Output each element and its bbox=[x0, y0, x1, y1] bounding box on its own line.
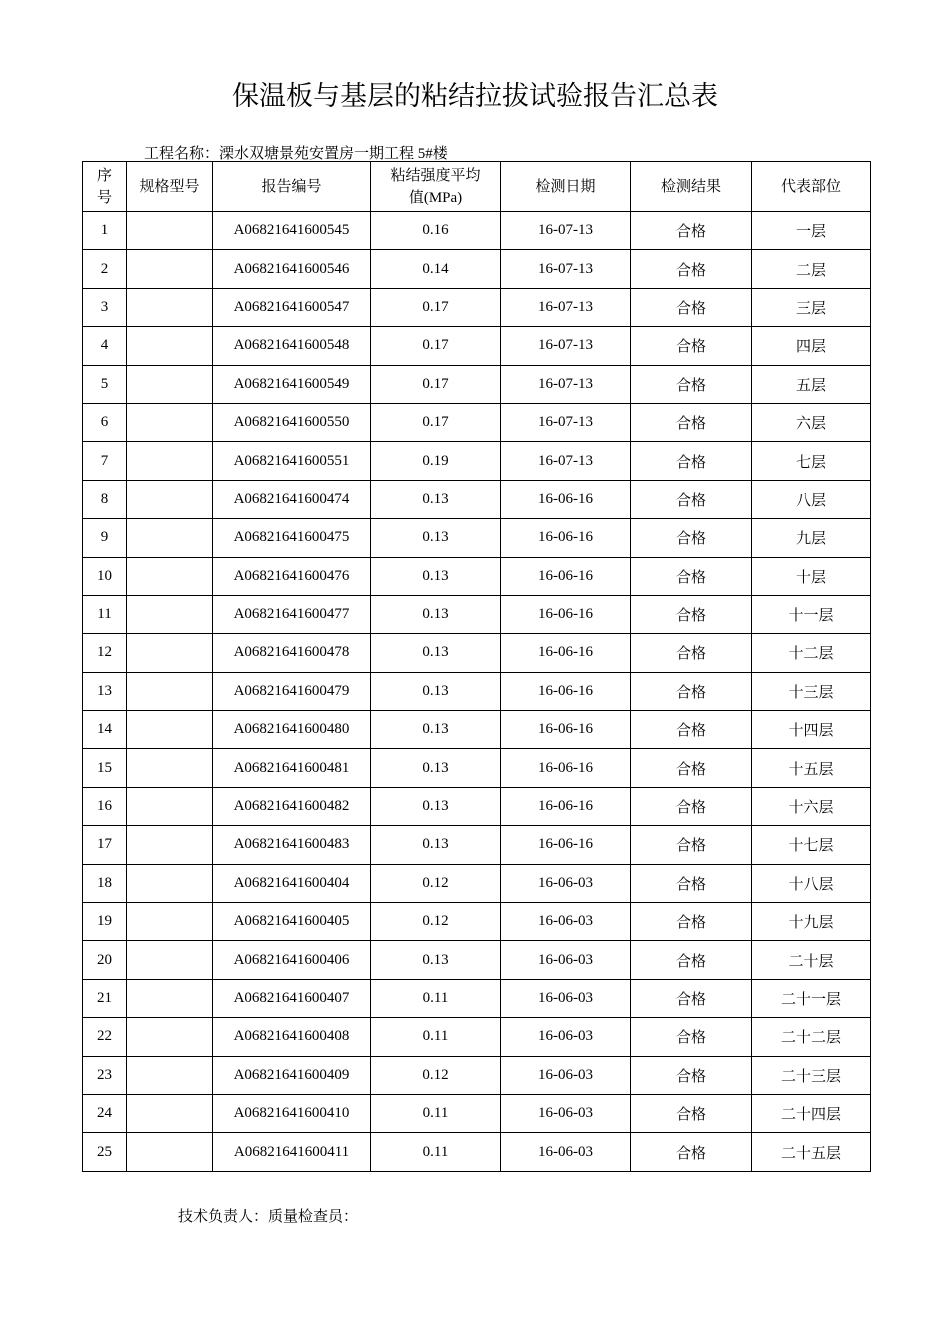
header-strength-line1: 粘结强度平均 bbox=[390, 167, 481, 184]
cell-seq: 19 bbox=[83, 903, 127, 941]
cell-seq: 10 bbox=[83, 557, 127, 595]
cell-seq: 22 bbox=[83, 1018, 127, 1056]
table-row bbox=[83, 749, 871, 787]
cell-result: 合格 bbox=[631, 787, 752, 825]
cell-spec bbox=[127, 903, 213, 941]
cell-report-no: A06821641600474 bbox=[213, 480, 371, 518]
cell-strength: 0.11 bbox=[371, 1094, 501, 1132]
cell-result: 合格 bbox=[631, 1056, 752, 1094]
cell-result: 合格 bbox=[631, 212, 752, 250]
cell-result: 合格 bbox=[631, 327, 752, 365]
cell-result: 合格 bbox=[631, 288, 752, 326]
cell-seq: 16 bbox=[83, 787, 127, 825]
table-row bbox=[83, 557, 871, 595]
table-row bbox=[83, 1056, 871, 1094]
cell-strength: 0.11 bbox=[371, 1133, 501, 1171]
cell-result: 合格 bbox=[631, 595, 752, 633]
table-row bbox=[83, 365, 871, 403]
cell-location: 八层 bbox=[752, 480, 871, 518]
cell-seq: 20 bbox=[83, 941, 127, 979]
table-row bbox=[83, 403, 871, 441]
cell-date: 16-06-16 bbox=[501, 480, 631, 518]
cell-seq: 23 bbox=[83, 1056, 127, 1094]
cell-strength: 0.17 bbox=[371, 327, 501, 365]
cell-spec bbox=[127, 634, 213, 672]
cell-date: 16-06-16 bbox=[501, 672, 631, 710]
cell-date: 16-06-03 bbox=[501, 1018, 631, 1056]
cell-strength: 0.13 bbox=[371, 826, 501, 864]
table-row bbox=[83, 288, 871, 326]
cell-spec bbox=[127, 787, 213, 825]
cell-spec bbox=[127, 1094, 213, 1132]
cell-spec bbox=[127, 711, 213, 749]
cell-spec bbox=[127, 212, 213, 250]
header-seq-line1: 序 bbox=[96, 167, 112, 184]
cell-seq: 2 bbox=[83, 250, 127, 288]
table-row bbox=[83, 519, 871, 557]
table-row bbox=[83, 212, 871, 250]
cell-location: 二十层 bbox=[752, 941, 871, 979]
cell-location: 一层 bbox=[752, 212, 871, 250]
cell-location: 十五层 bbox=[752, 749, 871, 787]
cell-spec bbox=[127, 442, 213, 480]
header-seq bbox=[83, 162, 127, 212]
cell-seq: 13 bbox=[83, 672, 127, 710]
cell-date: 16-06-16 bbox=[501, 519, 631, 557]
cell-location: 六层 bbox=[752, 403, 871, 441]
cell-spec bbox=[127, 480, 213, 518]
cell-date: 16-06-16 bbox=[501, 711, 631, 749]
cell-date: 16-06-03 bbox=[501, 979, 631, 1017]
cell-spec bbox=[127, 365, 213, 403]
cell-date: 16-07-13 bbox=[501, 288, 631, 326]
cell-strength: 0.13 bbox=[371, 787, 501, 825]
cell-result: 合格 bbox=[631, 749, 752, 787]
cell-location: 十八层 bbox=[752, 864, 871, 902]
cell-result: 合格 bbox=[631, 250, 752, 288]
cell-report-no: A06821641600408 bbox=[213, 1018, 371, 1056]
header-strength-line2: 值(MPa) bbox=[408, 189, 463, 206]
cell-report-no: A06821641600478 bbox=[213, 634, 371, 672]
cell-date: 16-06-03 bbox=[501, 1133, 631, 1171]
table-header-row bbox=[83, 162, 871, 212]
cell-report-no: A06821641600407 bbox=[213, 979, 371, 1017]
cell-result: 合格 bbox=[631, 480, 752, 518]
footer-signatures: 技术负责人：质量检查员： bbox=[178, 1209, 359, 1225]
cell-seq: 14 bbox=[83, 711, 127, 749]
cell-seq: 12 bbox=[83, 634, 127, 672]
cell-spec bbox=[127, 941, 213, 979]
table-row bbox=[83, 595, 871, 633]
cell-seq: 17 bbox=[83, 826, 127, 864]
cell-report-no: A06821641600482 bbox=[213, 787, 371, 825]
cell-strength: 0.12 bbox=[371, 1056, 501, 1094]
cell-strength: 0.16 bbox=[371, 212, 501, 250]
cell-seq: 8 bbox=[83, 480, 127, 518]
cell-location: 七层 bbox=[752, 442, 871, 480]
cell-date: 16-07-13 bbox=[501, 327, 631, 365]
cell-strength: 0.13 bbox=[371, 557, 501, 595]
cell-date: 16-07-13 bbox=[501, 250, 631, 288]
cell-location: 十九层 bbox=[752, 903, 871, 941]
table-row bbox=[83, 634, 871, 672]
cell-report-no: A06821641600404 bbox=[213, 864, 371, 902]
cell-spec bbox=[127, 672, 213, 710]
cell-result: 合格 bbox=[631, 826, 752, 864]
cell-date: 16-07-13 bbox=[501, 212, 631, 250]
cell-strength: 0.13 bbox=[371, 941, 501, 979]
table-row bbox=[83, 903, 871, 941]
cell-result: 合格 bbox=[631, 403, 752, 441]
cell-seq: 6 bbox=[83, 403, 127, 441]
cell-spec bbox=[127, 327, 213, 365]
cell-report-no: A06821641600406 bbox=[213, 941, 371, 979]
cell-date: 16-06-16 bbox=[501, 634, 631, 672]
cell-result: 合格 bbox=[631, 442, 752, 480]
cell-spec bbox=[127, 595, 213, 633]
cell-date: 16-06-03 bbox=[501, 1094, 631, 1132]
cell-strength: 0.11 bbox=[371, 1018, 501, 1056]
cell-spec bbox=[127, 403, 213, 441]
cell-location: 二层 bbox=[752, 250, 871, 288]
cell-date: 16-06-03 bbox=[501, 941, 631, 979]
cell-report-no: A06821641600545 bbox=[213, 212, 371, 250]
cell-location: 五层 bbox=[752, 365, 871, 403]
cell-report-no: A06821641600409 bbox=[213, 1056, 371, 1094]
table-row bbox=[83, 941, 871, 979]
cell-strength: 0.13 bbox=[371, 634, 501, 672]
cell-strength: 0.19 bbox=[371, 442, 501, 480]
cell-spec bbox=[127, 519, 213, 557]
cell-location: 十六层 bbox=[752, 787, 871, 825]
cell-location: 二十一层 bbox=[752, 979, 871, 1017]
cell-report-no: A06821641600550 bbox=[213, 403, 371, 441]
cell-result: 合格 bbox=[631, 864, 752, 902]
cell-result: 合格 bbox=[631, 1094, 752, 1132]
table-row bbox=[83, 864, 871, 902]
header-location: 代表部位 bbox=[752, 162, 871, 212]
cell-location: 十层 bbox=[752, 557, 871, 595]
cell-seq: 9 bbox=[83, 519, 127, 557]
cell-report-no: A06821641600546 bbox=[213, 250, 371, 288]
header-strength bbox=[371, 162, 501, 212]
cell-date: 16-06-16 bbox=[501, 787, 631, 825]
cell-report-no: A06821641600480 bbox=[213, 711, 371, 749]
cell-location: 二十五层 bbox=[752, 1133, 871, 1171]
cell-result: 合格 bbox=[631, 519, 752, 557]
table-row bbox=[83, 1094, 871, 1132]
table-row bbox=[83, 826, 871, 864]
cell-result: 合格 bbox=[631, 672, 752, 710]
cell-seq: 5 bbox=[83, 365, 127, 403]
cell-date: 16-06-16 bbox=[501, 557, 631, 595]
cell-report-no: A06821641600475 bbox=[213, 519, 371, 557]
cell-seq: 21 bbox=[83, 979, 127, 1017]
cell-report-no: A06821641600483 bbox=[213, 826, 371, 864]
cell-date: 16-06-16 bbox=[501, 826, 631, 864]
cell-location: 十二层 bbox=[752, 634, 871, 672]
cell-location: 二十三层 bbox=[752, 1056, 871, 1094]
cell-strength: 0.13 bbox=[371, 749, 501, 787]
cell-location: 十七层 bbox=[752, 826, 871, 864]
cell-location: 三层 bbox=[752, 288, 871, 326]
cell-date: 16-06-03 bbox=[501, 864, 631, 902]
cell-report-no: A06821641600548 bbox=[213, 327, 371, 365]
cell-report-no: A06821641600476 bbox=[213, 557, 371, 595]
project-name: 工程名称：溧水双塘景苑安置房一期工程 5#楼 bbox=[144, 146, 448, 162]
cell-date: 16-06-16 bbox=[501, 749, 631, 787]
cell-strength: 0.12 bbox=[371, 864, 501, 902]
cell-result: 合格 bbox=[631, 1133, 752, 1171]
header-result: 检测结果 bbox=[631, 162, 752, 212]
cell-strength: 0.13 bbox=[371, 519, 501, 557]
cell-spec bbox=[127, 1133, 213, 1171]
cell-result: 合格 bbox=[631, 365, 752, 403]
cell-location: 四层 bbox=[752, 327, 871, 365]
cell-location: 九层 bbox=[752, 519, 871, 557]
cell-spec bbox=[127, 826, 213, 864]
cell-report-no: A06821641600549 bbox=[213, 365, 371, 403]
cell-seq: 4 bbox=[83, 327, 127, 365]
cell-strength: 0.17 bbox=[371, 403, 501, 441]
table-row bbox=[83, 442, 871, 480]
cell-location: 二十四层 bbox=[752, 1094, 871, 1132]
cell-date: 16-07-13 bbox=[501, 403, 631, 441]
report-table bbox=[82, 161, 871, 1172]
cell-seq: 15 bbox=[83, 749, 127, 787]
cell-seq: 24 bbox=[83, 1094, 127, 1132]
table-row bbox=[83, 1133, 871, 1171]
cell-seq: 18 bbox=[83, 864, 127, 902]
cell-date: 16-06-03 bbox=[501, 1056, 631, 1094]
table-row bbox=[83, 979, 871, 1017]
cell-seq: 3 bbox=[83, 288, 127, 326]
table-row bbox=[83, 250, 871, 288]
cell-spec bbox=[127, 1018, 213, 1056]
cell-strength: 0.17 bbox=[371, 365, 501, 403]
cell-report-no: A06821641600479 bbox=[213, 672, 371, 710]
header-spec: 规格型号 bbox=[127, 162, 213, 212]
table-row bbox=[83, 711, 871, 749]
cell-seq: 25 bbox=[83, 1133, 127, 1171]
cell-report-no: A06821641600547 bbox=[213, 288, 371, 326]
cell-result: 合格 bbox=[631, 941, 752, 979]
cell-strength: 0.13 bbox=[371, 480, 501, 518]
cell-spec bbox=[127, 288, 213, 326]
cell-spec bbox=[127, 1056, 213, 1094]
cell-spec bbox=[127, 749, 213, 787]
cell-result: 合格 bbox=[631, 711, 752, 749]
cell-spec bbox=[127, 250, 213, 288]
cell-spec bbox=[127, 557, 213, 595]
cell-location: 十三层 bbox=[752, 672, 871, 710]
table-row bbox=[83, 327, 871, 365]
cell-location: 十四层 bbox=[752, 711, 871, 749]
cell-result: 合格 bbox=[631, 979, 752, 1017]
table-row bbox=[83, 672, 871, 710]
table-row bbox=[83, 480, 871, 518]
header-report-no: 报告编号 bbox=[213, 162, 371, 212]
cell-spec bbox=[127, 979, 213, 1017]
cell-report-no: A06821641600411 bbox=[213, 1133, 371, 1171]
cell-strength: 0.14 bbox=[371, 250, 501, 288]
cell-seq: 7 bbox=[83, 442, 127, 480]
cell-report-no: A06821641600551 bbox=[213, 442, 371, 480]
cell-location: 十一层 bbox=[752, 595, 871, 633]
cell-date: 16-06-16 bbox=[501, 595, 631, 633]
cell-result: 合格 bbox=[631, 1018, 752, 1056]
cell-seq: 11 bbox=[83, 595, 127, 633]
cell-report-no: A06821641600477 bbox=[213, 595, 371, 633]
cell-strength: 0.13 bbox=[371, 595, 501, 633]
cell-strength: 0.17 bbox=[371, 288, 501, 326]
cell-seq: 1 bbox=[83, 212, 127, 250]
page-title: 保温板与基层的粘结拉拔试验报告汇总表 bbox=[232, 81, 718, 112]
cell-date: 16-07-13 bbox=[501, 442, 631, 480]
cell-report-no: A06821641600405 bbox=[213, 903, 371, 941]
cell-result: 合格 bbox=[631, 557, 752, 595]
cell-strength: 0.11 bbox=[371, 979, 501, 1017]
cell-date: 16-07-13 bbox=[501, 365, 631, 403]
cell-result: 合格 bbox=[631, 903, 752, 941]
cell-report-no: A06821641600410 bbox=[213, 1094, 371, 1132]
cell-strength: 0.13 bbox=[371, 711, 501, 749]
cell-spec bbox=[127, 864, 213, 902]
cell-location: 二十二层 bbox=[752, 1018, 871, 1056]
header-seq-line2: 号 bbox=[96, 189, 112, 206]
cell-strength: 0.13 bbox=[371, 672, 501, 710]
cell-strength: 0.12 bbox=[371, 903, 501, 941]
cell-report-no: A06821641600481 bbox=[213, 749, 371, 787]
cell-result: 合格 bbox=[631, 634, 752, 672]
table-row bbox=[83, 1018, 871, 1056]
table-row bbox=[83, 787, 871, 825]
cell-date: 16-06-03 bbox=[501, 903, 631, 941]
header-date: 检测日期 bbox=[501, 162, 631, 212]
